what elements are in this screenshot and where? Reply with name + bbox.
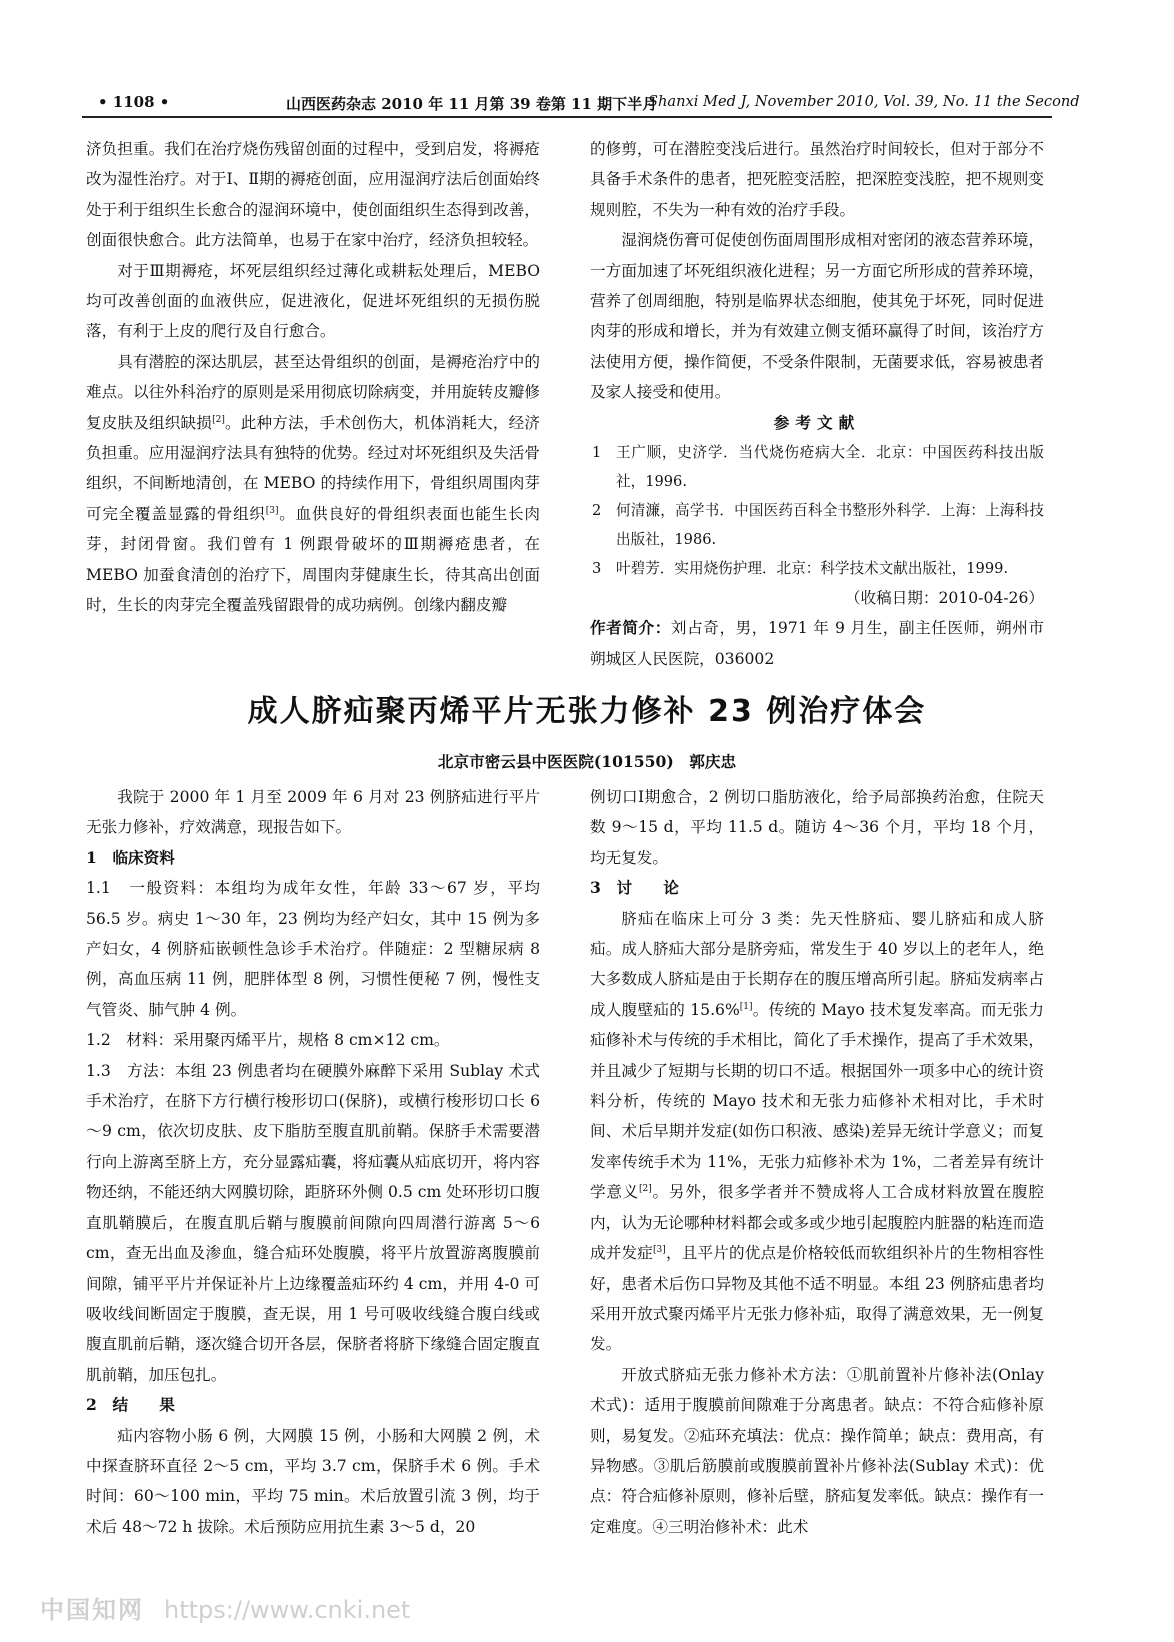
page-number: • 1108 • [98, 93, 170, 111]
paragraph-text: 。此种方法，手术创伤大，机体消耗大，经济负担重。应用湿润疗法具有独特的优势。经过对坏死组织及失活骨组织，不间断地清创，在 MEBO 的持续作用下，骨组织周围肉芽可完全覆盖显露的骨组织 [86, 413, 540, 523]
paragraph: 的修剪，可在潜腔变浅后进行。虽然治疗时间较长，但对于部分不具备手术条件的患者，把死腔变活腔，把深腔变浅腔，把不规则变规则腔，不失为一种有效的治疗手段。 [590, 140, 1044, 219]
prev-article-right-column [590, 134, 1044, 674]
paragraph-text: 。传统的 Mayo 技术复发率高。而无张力疝修补术与传统的手术相比，简化了手术操作，提高了手术效果，并且减少了短期与长期的切口不适。根据国外一项多中心的统计资料分析，传统的 Mayo 技术和无张力疝修补术相对比，手术时间、术后早期并发症(如伤口积液、感染)差异无统计学意义；而复发率传统手术为 11%，无张力疝修补术为 1%，二者差异有统计学意义 [590, 1000, 1044, 1202]
reference-text: 何清濂，高学书．中国医药百科全书整形外科学．上海：上海科技出版社，1986. [616, 502, 1044, 549]
section-heading: 1 临床资料 [86, 847, 175, 867]
reference-number: 3 [592, 560, 602, 578]
paragraph-text: 。另外，很多学者并不赞成将人工合成材料放置在腹腔内，认为无论哪种材料都会或多或少地引起腹腔内脏器的粘连而造成并发症 [590, 1183, 1044, 1263]
article-right-column [590, 782, 1044, 1542]
paragraph: 湿润烧伤膏可促使创伤面周围形成相对密闭的液态营养环境，一方面加速了坏死组织液化进程；另一方面它所形成的营养环境，营养了创周细胞，特别是临界状态细胞，使其免于坏死，同时促进肉芽的形成和增长，并为有效建立侧支循环赢得了时间，该治疗方法使用方便，操作简便，不受条件限制，无菌要求低，容易被患者及家人接受和使用。 [590, 231, 1044, 402]
citation: [3] [265, 505, 279, 516]
paragraph: 1.1 一般资料：本组均为成年女性，年龄 33～67 岁，平均 56.5 岁。病史 1～30 年，23 例均为经产妇女，其中 15 例为多产妇女，4 例脐疝嵌顿性急诊手术治疗。伴随症：2 型糖尿病 8 例，高血压病 11 例，肥胖体型 8 例，习惯性便秘 7 例，慢性支气管炎、肺气肿 4 例。 [86, 879, 540, 1019]
watermark-site-name: 中国知网 [40, 1596, 144, 1624]
citation: [2] [212, 414, 225, 425]
citation: [1] [739, 1001, 753, 1012]
reference-text: 王广顺，史济学．当代烧伤疮病大全．北京：中国医药科技出版社，1996. [616, 444, 1044, 491]
author-bio-label: 作者简介： [590, 618, 671, 638]
reference-number: 1 [592, 444, 602, 462]
paragraph-text: 。血供良好的骨组织表面也能生长肉芽，封闭骨窗。我们曾有 1 例跟骨破坏的Ⅲ期褥疮患者，在 MEBO 加蚕食清创的治疗下，周围肉芽健康生长，待其高出创面时，生长的肉芽完全覆盖残留跟骨的成功病例。创缘内翻皮瓣 [86, 504, 540, 615]
paragraph-text: ，且平片的优点是价格较低而软组织补片的生物相容性好，患者术后伤口异物及其他不适不明显。本组 23 例脐疝患者均采用开放式聚丙烯平片无张力修补疝，取得了满意效果，无一例复发。 [590, 1244, 1044, 1354]
paragraph-text: 具有潜腔的深达肌层，甚至达骨组织的创面，是褥疮治疗中的难点。以往外科治疗的原则是采用彻底切除病变，并用旋转皮瓣修复皮肤及组织缺损 [86, 352, 540, 432]
citation: [3] [653, 1244, 666, 1255]
reference-number: 2 [592, 502, 602, 520]
reference-text: 叶碧芳．实用烧伤护理．北京：科学技术文献出版社，1999. [616, 560, 1009, 578]
paragraph: 开放式脐疝无张力修补术方法：①肌前置补片修补法(Onlay 术式)：适用于腹膜前间隙难于分离患者。缺点：不符合疝修补原则，易复发。②疝环充填法：优点：操作简单；缺点：费用高，有异物感。③肌后筋膜前或腹膜前置补片修补法(Sublay 术式)：优点：符合疝修补原则，修补后壁，脐疝复发率低。缺点：操作有一定难度。④三明治修补术：此术 [590, 1365, 1044, 1536]
reference-item [590, 554, 1044, 583]
article-affiliation: 北京市密云县中医医院(101550) 郭庆忠 [437, 752, 737, 771]
paragraph: 1.2 材料：采用聚丙烯平片，规格 8 cm×12 cm。 [86, 1031, 450, 1050]
paragraph: 1.3 方法：本组 23 例患者均在硬膜外麻醉下采用 Sublay 术式手术治疗，在脐下方行横行梭形切口(保脐)，或横行梭形切口长 6～9 cm，依次切皮肤、皮下脂肪至腹直肌前鞘。保脐手术需要潜行向上游离至脐上方，充分显露疝囊，将疝囊从疝底切开，将内容物还纳，不能还纳大网膜切除，距脐环外侧 0.5 cm 处环形切口腹直肌鞘膜后，在腹直肌后鞘与腹膜前间隙向四周潜行游离 5～6 cm，查无出血及渗血，缝合疝环处腹膜，将平片放置游离腹膜前间隙，铺平平片并保证补片上边缘覆盖疝环约 4 cm，并用 4-0 可吸收线间断固定于腹膜，查无误，用 1 号可吸收线缝合腹白线或腹直肌前后鞘，逐次缝合切开各层，保脐者将脐下缘缝合固定腹直肌前鞘，加压包扎。 [86, 1061, 540, 1384]
reference-item [590, 438, 1044, 496]
header-rule [82, 116, 1052, 118]
article-left-column [86, 782, 540, 1542]
watermark-url: https://www.cnki.net [164, 1596, 411, 1624]
prev-article-left-column [86, 134, 540, 621]
citation: [2] [639, 1184, 652, 1195]
references-heading: 参考文献 [773, 412, 861, 432]
section-heading: 2 结 果 [86, 1395, 175, 1415]
journal-title-en: Shanxi Med J, November 2010, Vol. 39, No. 11 the Second [648, 93, 1080, 110]
paragraph [590, 904, 1044, 1360]
journal-title-cn: 山西医药杂志 2010 年 11 月第 39 卷第 11 期下半月 [286, 95, 658, 113]
author-bio [590, 613, 1044, 674]
reference-item [590, 496, 1044, 554]
received-date: （收稿日期：2010-04-26） [844, 589, 1044, 608]
section-heading: 3 讨 论 [590, 878, 679, 898]
paragraph [86, 347, 540, 621]
paragraph: 对于Ⅲ期褥疮，坏死层组织经过薄化或耕耘处理后，MEBO 均可改善创面的血液供应，促进液化，促进坏死组织的无损伤脱落，有利于上皮的爬行及自行愈合。 [86, 261, 540, 341]
article-title: 成人脐疝聚丙烯平片无张力修补 23 例治疗体会 [247, 694, 927, 729]
paragraph: 疝内容物小肠 6 例，大网膜 15 例，小肠和大网膜 2 例，术中探查脐环直径 2～5 cm，平均 3.7 cm，保脐手术 6 例。手术时间：60～100 min，平均 75 min。术后放置引流 3 例，均于术后 48～72 h 拔除。术后预防应用抗生素 3～5 d，20 [86, 1426, 540, 1536]
author-bio-text: 刘占奇，男，1971 年 9 月生，副主任医师，朔州市朔城区人民医院，036002 [590, 619, 1044, 668]
intro-paragraph: 我院于 2000 年 1 月至 2009 年 6 月对 23 例脐疝进行平片无张力修补，疗效满意，现报告如下。 [86, 788, 540, 837]
paragraph-text: 脐疝在临床上可分 3 类：先天性脐疝、婴儿脐疝和成人脐疝。成人脐疝大部分是脐旁疝，常发生于 40 岁以上的老年人，绝大多数成人脐疝是由于长期存在的腹压增高所引起。脐疝发病率占成人腹壁疝的 15.6% [590, 909, 1044, 1019]
watermark [40, 1590, 410, 1625]
paragraph: 济负担重。我们在治疗烧伤残留创面的过程中，受到启发，将褥疮改为湿性治疗。对于Ⅰ、Ⅱ期的褥疮创面，应用湿润疗法后创面始终处于利于组织生长愈合的湿润环境中，使创面组织生态得到改善，创面很快愈合。此方法简单，也易于在家中治疗，经济负担较轻。 [86, 140, 540, 250]
paragraph: 例切口Ⅰ期愈合，2 例切口脂肪液化，给予局部换药治愈，住院天数 9～15 d，平均 11.5 d。随访 4～36 个月，平均 18 个月，均无复发。 [590, 788, 1044, 867]
